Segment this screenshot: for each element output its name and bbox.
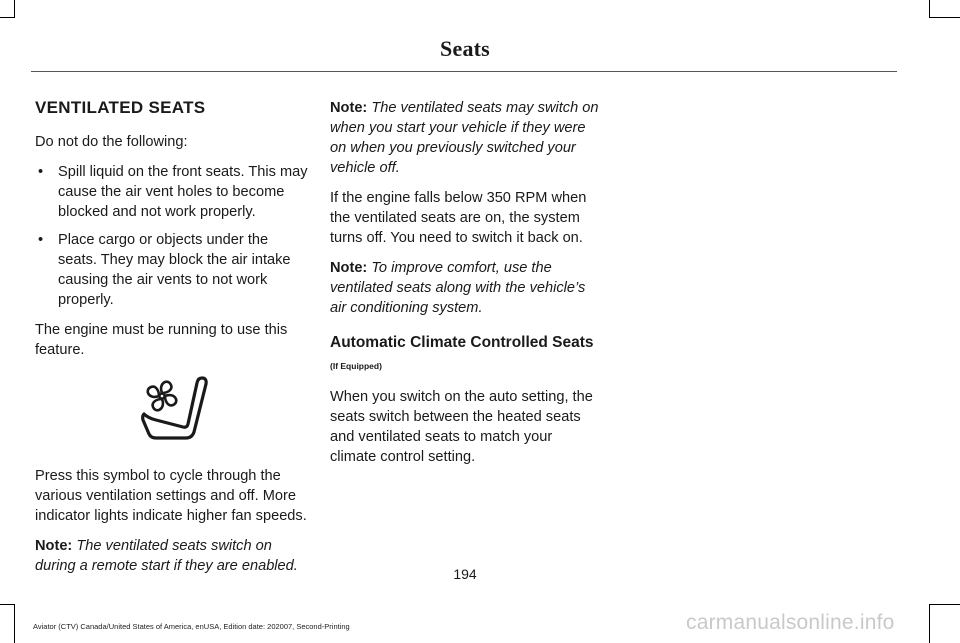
engine-paragraph: The engine must be running to use this feature. (35, 322, 288, 358)
crop-mark-bottom-left-v (14, 604, 15, 643)
crop-mark-top-right-v (929, 0, 930, 18)
crop-mark-top-left-h (0, 17, 15, 18)
footer-edition-text: Aviator (CTV) Canada/United States of America, enUSA, Edition date: 202007, Second-Printing (33, 622, 350, 631)
right-column (330, 98, 602, 477)
rpm-paragraph: If the engine falls below 350 RPM when the ventilated seats are on, the system turns off. You need to switch it back on. (330, 190, 587, 246)
header-rule (31, 71, 897, 72)
subsection-heading-text: Automatic Climate Controlled Seats (330, 334, 594, 351)
note-text: The ventilated seats may switch on when you start your vehicle if they were on when you previously switched your vehicle off. (330, 100, 599, 176)
symbol-paragraph: Press this symbol to cycle through the various ventilation settings and off. More indicator lights indicate higher fan speeds. (35, 468, 307, 524)
crop-mark-top-right-h (929, 17, 960, 18)
subsection-qualifier: (If Equipped) (330, 361, 382, 371)
watermark: carmanualsonline.info (686, 611, 895, 634)
auto-setting-paragraph: When you switch on the auto setting, the seats switch between the heated seats and ventilated seats to match your climate control setting. (330, 389, 593, 465)
list-item: • Spill liquid on the front seats. This may cause the air vent holes to become blocked and not work properly. (35, 162, 310, 222)
left-column (35, 98, 310, 586)
crop-mark-bottom-left-h (0, 604, 15, 605)
subsection-heading (330, 332, 602, 377)
crop-mark-bottom-right-v (929, 604, 930, 643)
warning-list (35, 162, 310, 310)
ventilated-seat-icon (136, 374, 210, 442)
intro-text: Do not do the following: (35, 134, 188, 150)
note-text: The ventilated seats switch on during a remote start if they are enabled. (35, 538, 298, 574)
note-label: Note: (330, 100, 368, 116)
page-number: 194 (453, 566, 477, 582)
list-item: • Place cargo or objects under the seats. They may block the air intake causing the air vents to not work properly. (35, 230, 310, 310)
section-heading: VENTILATED SEATS (35, 98, 206, 117)
note-text: To improve comfort, use the ventilated seats along with the vehicle’s air conditioning system. (330, 260, 586, 316)
crop-mark-bottom-right-h (929, 604, 960, 605)
page-header-title: Seats (440, 36, 490, 61)
note-comfort (330, 258, 602, 318)
note-label: Note: (35, 538, 73, 554)
note-label: Note: (330, 260, 368, 276)
crop-mark-top-left-v (14, 0, 15, 18)
note-switch-on (330, 98, 602, 178)
